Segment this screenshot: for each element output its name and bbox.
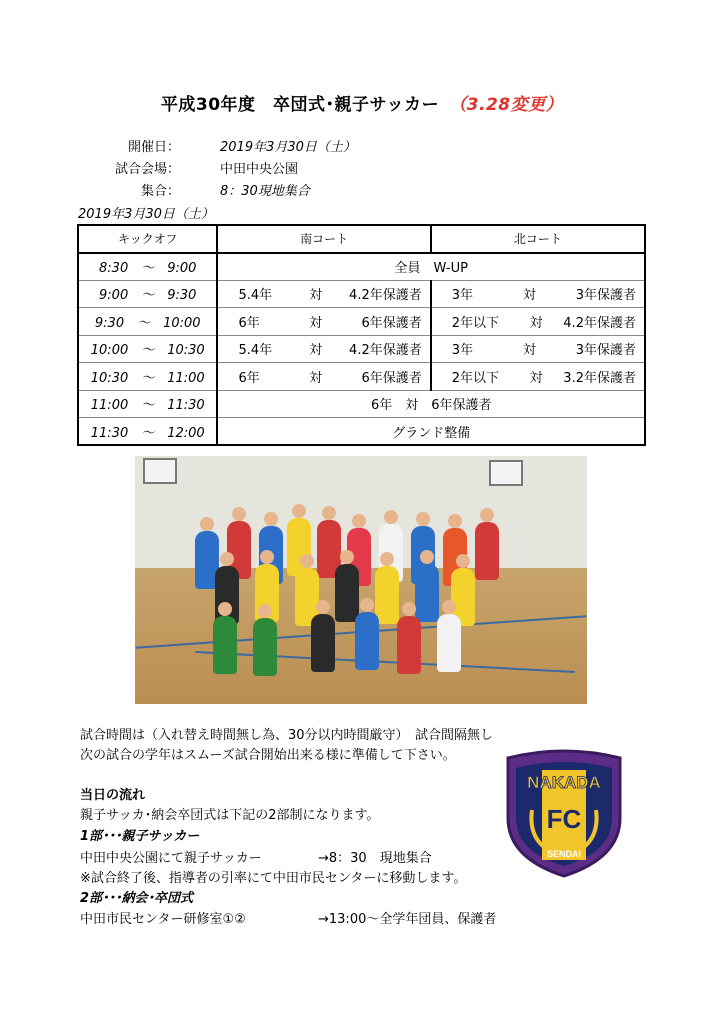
south-team-a: 5.4年 [238,343,273,359]
basketball-hoop-right [489,460,523,486]
south-team-a: 6年 [238,315,260,331]
row-merged: 6年 対 6年保護者 [217,390,645,418]
north-team-b: 4.2年保護者 [563,315,636,331]
part1-place: 中田中央公園にて親子サッカー [80,851,262,866]
north-team-b: 3.2年保護者 [563,370,636,386]
player-figure [375,566,399,624]
row-time: 9:30 ～ 10:00 [78,308,217,336]
table-row [78,335,645,363]
logo-text-middle: FC [546,804,582,834]
north-team-a: 2年以下 [451,370,500,386]
row-time: 11:00 ～ 11:30 [78,390,217,418]
header-south-court: 南コート [217,225,430,253]
schedule-date: 2019年3月30日（土） [78,207,214,222]
south-vs: 対 [309,315,323,331]
notes-prepare: 次の試合の学年はスムーズ試合開始出来る様に準備して下さい。 [80,748,456,763]
south-team-a: 5.4年 [238,288,273,304]
flow-heading: 当日の流れ [80,788,146,803]
south-team-a: 6年 [238,370,260,386]
team-photo [135,456,587,704]
player-figure [415,564,439,622]
basketball-hoop-left [143,458,177,484]
south-team-b: 6年保護者 [361,315,422,331]
table-row [78,308,645,336]
player-figure [475,522,499,580]
player-figure [213,616,237,674]
table-row [78,280,645,308]
north-team-a: 3年 [451,288,474,304]
title-change-note: （3.28変更） [449,95,564,115]
header-kickoff: キックオフ [78,225,217,253]
north-vs: 対 [529,370,543,386]
venue-value: 中田中央公園 [220,162,299,177]
north-team-b: 3年保護者 [575,343,636,359]
row-merged: 全員 W-UP [217,253,645,281]
schedule-table [77,224,646,446]
north-vs: 対 [522,343,536,359]
part1-note: ※試合終了後、指導者の引率にて中田市民センターに移動します。 [80,871,467,886]
south-team-b: 6年保護者 [361,370,422,386]
date-label: 開催日： [127,140,180,155]
part2-heading: 2部･･･納会･卒団式 [80,891,194,906]
player-figure [253,618,277,676]
row-time: 11:30 ～ 12:00 [78,418,217,446]
page-title [0,90,724,115]
player-figure [311,614,335,672]
south-team-b: 4.2年保護者 [349,288,422,304]
player-figure [437,614,461,672]
north-vs: 対 [529,315,543,331]
player-figure [355,612,379,670]
gather-value: 8：30現地集合 [220,184,310,199]
date-value: 2019年3月30日（土） [220,140,356,155]
row-time: 8:30 ～ 9:00 [78,253,217,281]
title-main: 平成30年度 卒団式･親子サッカー [160,95,440,115]
north-team-b: 3年保護者 [575,288,636,304]
table-header-row [78,225,645,253]
north-team-a: 2年以下 [451,315,500,331]
player-figure [397,616,421,674]
player-figure [335,564,359,622]
part1-time: →8：30 現地集合 [318,851,432,866]
table-row [78,390,645,418]
table-row [78,418,645,446]
south-vs: 対 [309,343,323,359]
flow-intro: 親子サッカ･納会卒団式は下記の2部制になります。 [80,808,380,823]
row-time: 10:00 ～ 10:30 [78,335,217,363]
part2-time: →13:00～全学年団員、保護者 [318,912,497,927]
south-vs: 対 [309,288,323,304]
south-vs: 対 [309,370,323,386]
north-team-a: 3年 [451,343,474,359]
venue-label: 試合会場： [114,162,180,177]
gather-label: 集合： [140,184,180,199]
notes-time-rule: 試合時間は（入れ替え時間無し為、30分以内時間厳守） 試合間隔無し [80,728,494,743]
table-row [78,253,645,281]
north-vs: 対 [522,288,536,304]
logo-text-top: NAKADA [527,773,601,792]
part1-heading: 1部･･･親子サッカー [80,829,200,844]
nakada-fc-logo [502,748,626,880]
row-time: 9:00 ～ 9:30 [78,280,217,308]
row-merged: グランド整備 [217,418,645,446]
row-time: 10:30 ～ 11:00 [78,363,217,391]
south-team-b: 4.2年保護者 [349,343,422,359]
logo-text-bottom: SENDAI [546,849,582,859]
part2-place: 中田市民センター研修室①② [80,912,246,927]
header-north-court: 北コート [431,225,645,253]
table-row [78,363,645,391]
